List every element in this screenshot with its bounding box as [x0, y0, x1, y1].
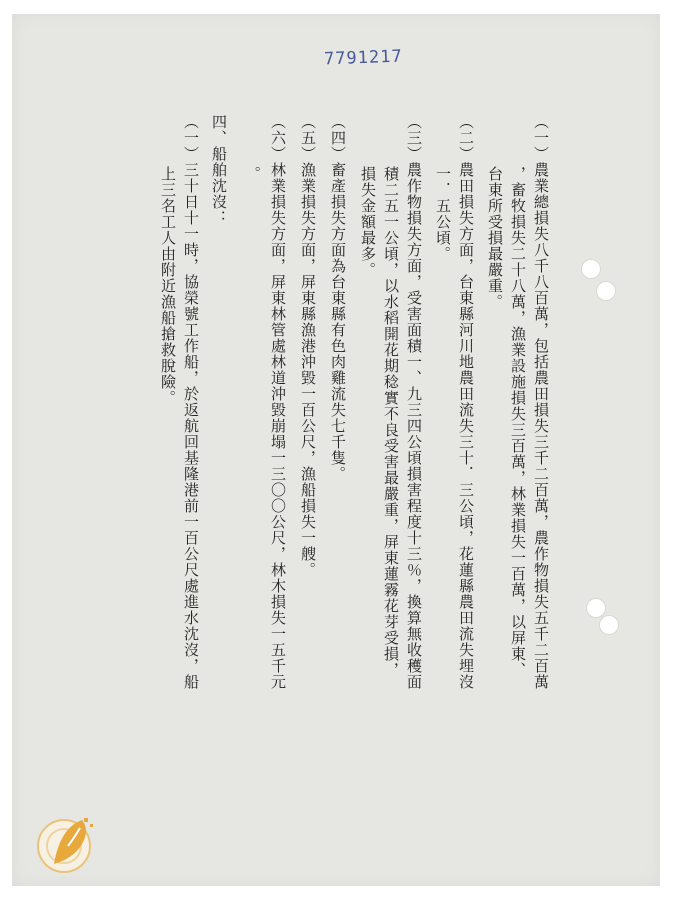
text-column: （五）漁業損失方面，屏東縣漁港沖毀一百公尺，漁船損失一艘。	[299, 114, 317, 578]
text-column: （四）畜產損失方面為台東縣有色肉雞流失七千隻。	[329, 114, 347, 482]
punch-hole	[597, 282, 615, 300]
document-page	[12, 14, 660, 886]
text-column: 上三名工人由附近漁船搶救脫險。	[159, 166, 177, 406]
text-column: （一）三十日十一時，協榮號工作船，於返航回基隆港前一百公尺處進水沈沒，船	[182, 114, 200, 690]
text-column: 台東所受損最嚴重。	[486, 166, 504, 310]
punch-hole	[600, 616, 618, 634]
document-number: 7791217	[323, 46, 403, 70]
punch-hole	[587, 599, 605, 617]
text-column: 積二五一公頃，以水稻開花期稔實不良受害最嚴重，屏東蓮霧花芽受損，	[382, 166, 400, 678]
taiwan-archive-logo-icon	[24, 806, 120, 878]
text-column: ，畜牧損失二十八萬，漁業設施損失三百萬，林業損失一百萬，以屏東、	[509, 166, 527, 678]
text-column: （二）農田損失方面，台東縣河川地農田流失三十．三公頃，花蓮縣農田流失埋沒	[457, 114, 475, 690]
text-column: （六）林業損失方面，屏東林管處林道沖毀崩塌一三〇〇公尺，林木損失一五千元	[269, 114, 287, 690]
text-column: 損失金額最多。	[359, 166, 377, 278]
text-column: 。	[244, 166, 262, 182]
punch-hole	[582, 260, 600, 278]
text-column: （三）農作物損失方面，受害面積一、九三四公頃損害程度十三％，換算無收穫面	[405, 114, 423, 690]
text-column: （一）農業總損失八千八百萬，包括農田損失三千二百萬，農作物損失五千二百萬	[532, 114, 550, 690]
text-column: 一．五公頃。	[434, 166, 452, 262]
section-heading: 四、船舶沈沒：	[210, 114, 228, 226]
